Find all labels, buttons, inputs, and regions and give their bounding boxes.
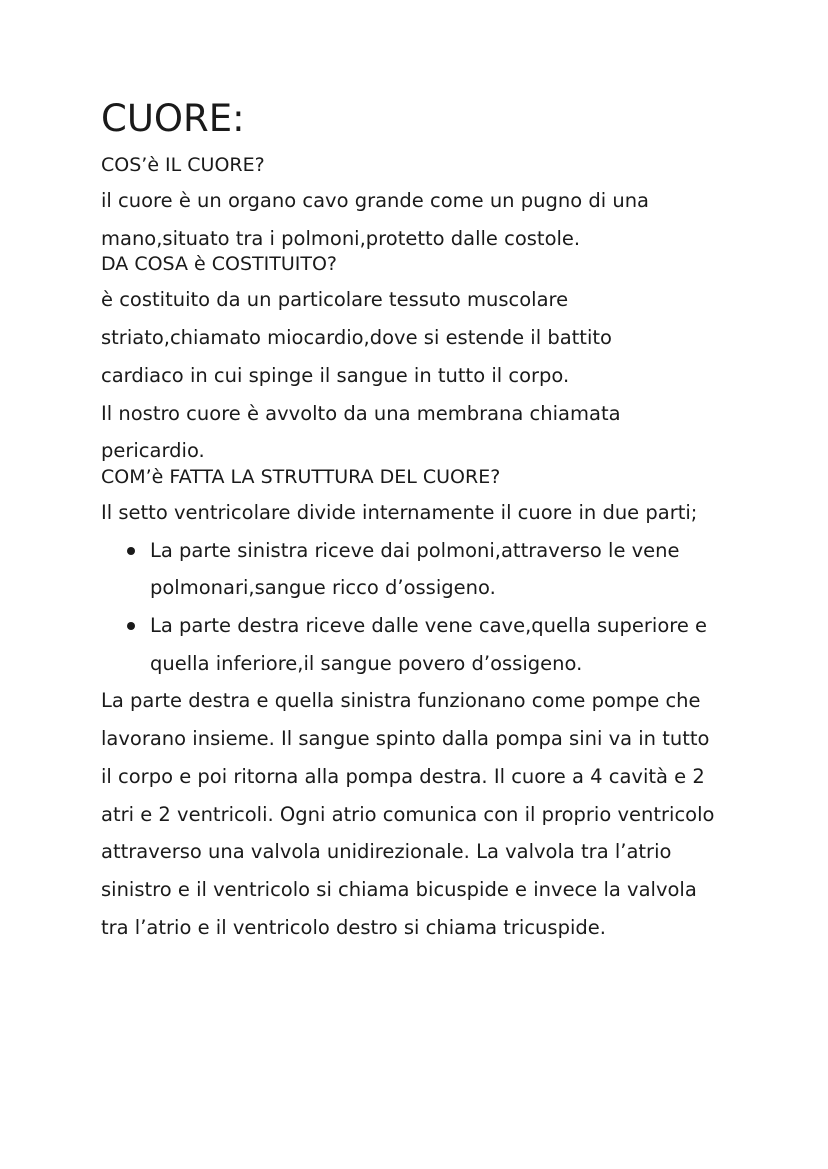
bullet-icon <box>127 622 135 630</box>
section-heading-struttura: COM’è FATTA LA STRUTTURA DEL CUORE? <box>101 465 501 488</box>
list-item <box>101 607 741 682</box>
paragraph-pumps: La parte destra e quella sinistra funzionano come pompe che lavorano insieme. Il sangue spinto dalla pompa sini va in tutto il corpo e poi ritorna alla pompa destra. Il cuore a 4 cavità e 2 atri e 2 ventricoli. Ogni atrio comunica con il proprio ventricolo attraverso una valvola unidirezionale. La valvola tra l’atrio sinistro e il ventricolo si chiama bicuspide e invece la valvola tra l’atrio e il ventricolo destro si chiama tricuspide. <box>101 689 715 939</box>
bullet-list <box>101 532 741 683</box>
document-title: CUORE: <box>101 97 245 140</box>
paragraph-septum: Il setto ventricolare divide internamente il cuore in due parti; <box>101 500 698 524</box>
section-heading-costituito: DA COSA è COSTITUITO? <box>101 253 337 276</box>
section-heading-cos-e: COS’è IL CUORE? <box>101 154 265 176</box>
list-item-text: La parte destra riceve dalle vene cave,quella superiore e quella inferiore,il sangue povero d’ossigeno. <box>150 614 708 675</box>
bullet-icon <box>127 547 135 555</box>
document-page <box>101 96 741 946</box>
list-item <box>101 532 741 607</box>
paragraph-pericardium: Il nostro cuore è avvolto da una membrana chiamata pericardio. <box>101 401 621 463</box>
paragraph-definition: il cuore è un organo cavo grande come un pugno di una mano,situato tra i polmoni,protetto dalle costole. <box>101 189 649 250</box>
paragraph-composition: è costituito da un particolare tessuto muscolare striato,chiamato miocardio,dove si estende il battito cardiaco in cui spinge il sangue in tutto il corpo. <box>101 288 612 387</box>
list-item-text: La parte sinistra riceve dai polmoni,attraverso le vene polmonari,sangue ricco d’ossigeno. <box>150 538 680 600</box>
